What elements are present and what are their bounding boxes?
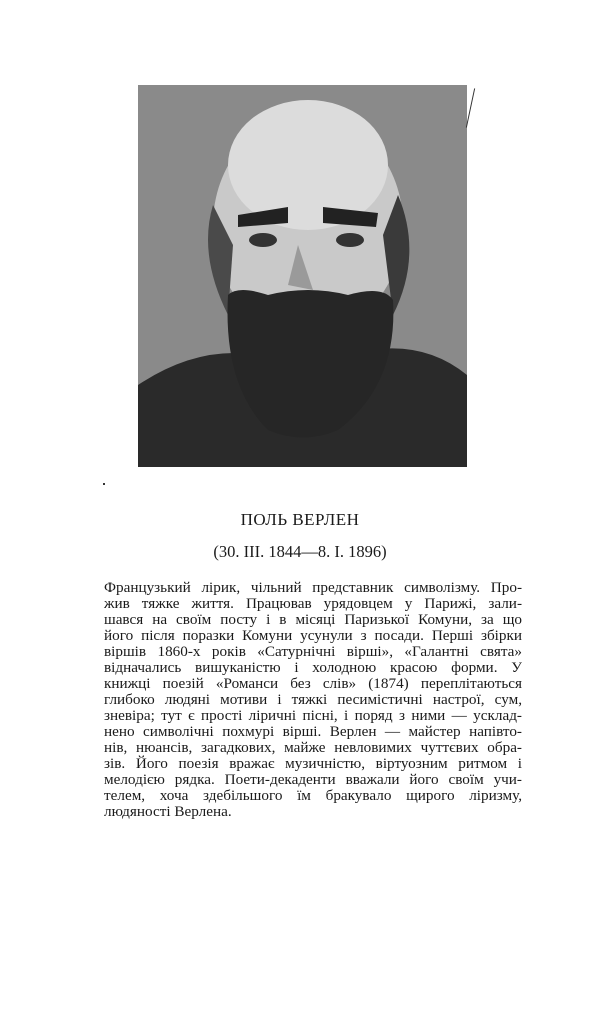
bio-line: його після поразки Комуни усунули з посади. Перші збірки: [104, 627, 522, 644]
bio-line: мелодією рядка. Поети-декаденти вважали його своїм учи-: [104, 771, 522, 788]
bio-line: книжці поезій «Романси без слів» (1874) переплітаються: [104, 675, 522, 692]
bio-line: віршів 1860-х років «Сатурнічні вірші», «Галантні свята»: [104, 643, 522, 660]
scan-artifact-line: [466, 88, 475, 127]
bio-line: відначались вишуканістю і холодною красою форми. У: [104, 659, 522, 676]
portrait-photo: [138, 85, 467, 467]
bio-line: жив тяжке життя. Працював урядовцем у Парижі, зали-: [104, 595, 522, 612]
bio-line: зів. Його поезія вражає музичністю, віртуозним ритмом і: [104, 755, 522, 772]
bio-line: нів, нюансів, загадкових, майже невловимих чуттєвих обра-: [104, 739, 522, 756]
poet-name-heading: ПОЛЬ ВЕРЛЕН: [240, 510, 360, 529]
biography-text: [104, 580, 522, 820]
bio-line: нено символічні похмурі вірші. Верлен — майстер напівто-: [104, 723, 522, 740]
bio-line: глибоко людяні мотиви і тяжкі песимістичні настрої, сум,: [104, 691, 522, 708]
scan-artifact-dot: [103, 483, 105, 485]
life-dates: (30. III. 1844—8. I. 1896): [213, 542, 387, 561]
bio-line: Французький лірик, чільний представник символізму. Про-: [104, 579, 522, 596]
bio-line: шався на своїм посту і в місяці Паризької Комуни, за що: [104, 611, 522, 628]
bio-line: людяності Верлена.: [104, 803, 232, 820]
bio-line: телем, хоча здебільшого їм бракувало щирого ліризму,: [104, 787, 522, 804]
portrait-illustration: [138, 85, 467, 467]
bio-line: зневіра; тут є прості ліричні пісні, і поряд з ними — усклад-: [104, 707, 522, 724]
